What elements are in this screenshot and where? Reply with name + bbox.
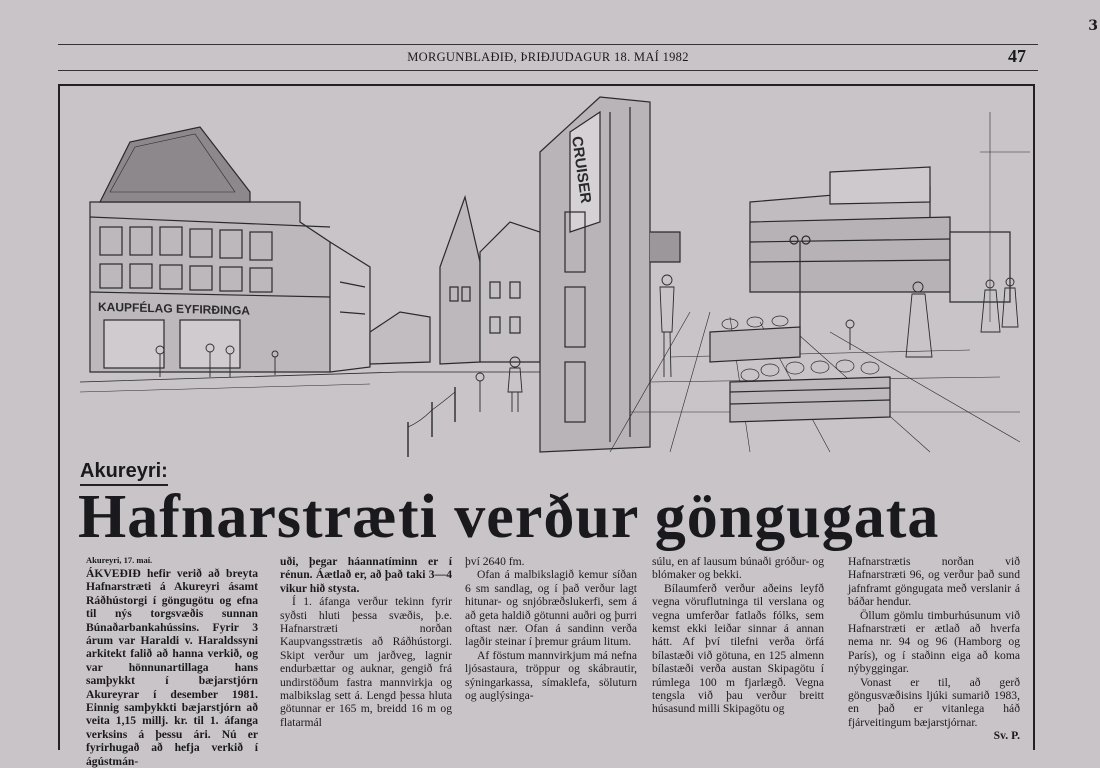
col3-paragraph-3: Af föstum mannvirkjum má nefna ljósastaura, tröppur og skábrautir, sýningarkassa, símaklefa, söluturn og auglýsinga- <box>465 648 637 703</box>
article-signature: Sv. P. <box>993 729 1020 743</box>
article-dateline: Akureyri, 17. maí. <box>86 555 153 565</box>
col2-paragraph: Í 1. áfanga verður tekinn fyrir syðsti hluti þessa svæðis, þ.e. Hafnarstræti norðan Kaupvangsstrætis að Ráðhústorgi. Skipt verður um jarðveg, lagnir endurbættar og auknar, gengið frá undirstöðum fastra mannvirkja og malbikslag sett á. Lengd þessa hluta götunnar er 165 m, breidd 16 m og flatarmál <box>280 595 452 729</box>
edge-mark: 3 <box>1088 18 1098 34</box>
article-column-2 <box>280 555 452 729</box>
article-lead <box>86 567 258 768</box>
masthead-rule-bottom <box>58 70 1038 71</box>
right-buildings-drawing <box>750 112 1030 322</box>
col5-paragraph-1: Hafnarstrætis norðan við Hafnarstræti 96, og verður það sund jafnframt göngugata með verslanir á báðar hendur. <box>848 555 1020 609</box>
page-number: 47 <box>1008 46 1026 66</box>
left-building-drawing <box>90 127 370 372</box>
col4-paragraph-1: súlu, en af lausum búnaði gróður- og blómaker og bekki. <box>652 555 824 582</box>
col3-paragraph-1: því 2640 fm. <box>465 555 525 568</box>
article-headline: Hafnarstræti verður göngugata <box>78 483 940 551</box>
col3-paragraph-2: Ofan á malbikslagið kemur síðan 6 sm sandlag, og í það verður lagt hitunar- og snjóbræðslukerfi, sem á að geta haldið götunni auðri og þurri oftast nær. Ofan á sandinn verða lagðir steinar í þremur gráum litum. <box>465 568 637 649</box>
article-column-5 <box>848 555 1020 743</box>
col4-paragraph-2: Bílaumferð verður aðeins leyfð vegna vöruflutninga til verslana og vegna umferðar fatlaðs fólks, sem kemst ekki leiðar sinnar á annan hátt. Af því tilefni verða örfá bílastæði við götuna, en 125 almenn bílastæði verða austan Skipagötu í rúmlega 100 m fjarlægð. Vegna tengsla við þau verður breitt húsasund milli Skipagötu og <box>652 581 824 716</box>
article-kicker: Akureyri: <box>80 460 168 486</box>
lead-word: ÁKVEÐIÐ <box>86 567 141 580</box>
article-column-3 <box>465 555 637 702</box>
col5-paragraph-3: Vonast er til, að gerð göngusvæðisins ljúki sumarið 1983, en það er vitanlega háð fjárveitingum bæjarstjórnar. <box>848 675 1020 729</box>
vertical-sign-text: CRUISER <box>568 135 595 205</box>
lead-text: hefir verið að breyta Hafnarstræti á Akureyri ásamt Ráðhústorgi í göngugötu og efna til nýs torgsvæðis sunnan Búnaðarbankahússins. Fyrir 3 árum var Haraldi v. Haraldssyni arkitekt falið að hanna verkið, og var hönnunartillaga hans samþykkt í bæjarstjórn Akureyrar í desember 1981. Einnig samþykkti bæjarstjórn að veita 1,15 millj. kr. til 1. áfanga verksins á þessu ári. Nú er fyrirhugað að hefja verkið í ágústmán- <box>86 567 258 768</box>
planters <box>710 316 890 422</box>
child-figures <box>476 357 522 412</box>
col5-paragraph-2: Öllum gömlu timburhúsunum við Hafnarstræti er ætlað að hverfa nema nr. 94 og 96 (Hamborg og París), og í staðinn eiga að koma nýbyggingar. <box>848 608 1020 676</box>
col2-bold-text: uði, þegar háannatíminn er í rénun. Áætlað er, að það taki 3—4 vikur hið stysta. <box>280 555 452 595</box>
shop-sign-text: KAUPFÉLAG EYFIRÐINGA <box>98 299 250 318</box>
article-column-1 <box>86 555 258 768</box>
masthead-rule-top <box>58 44 1038 45</box>
masthead-text: MORGUNBLAÐIÐ, ÞRIÐJUDAGUR 18. MAÍ 1982 <box>407 50 689 64</box>
article-column-4 <box>652 555 824 716</box>
central-building-drawing <box>540 97 680 452</box>
middle-buildings-drawing <box>370 197 540 364</box>
bollards <box>408 387 455 457</box>
street-illustration <box>70 92 1030 462</box>
